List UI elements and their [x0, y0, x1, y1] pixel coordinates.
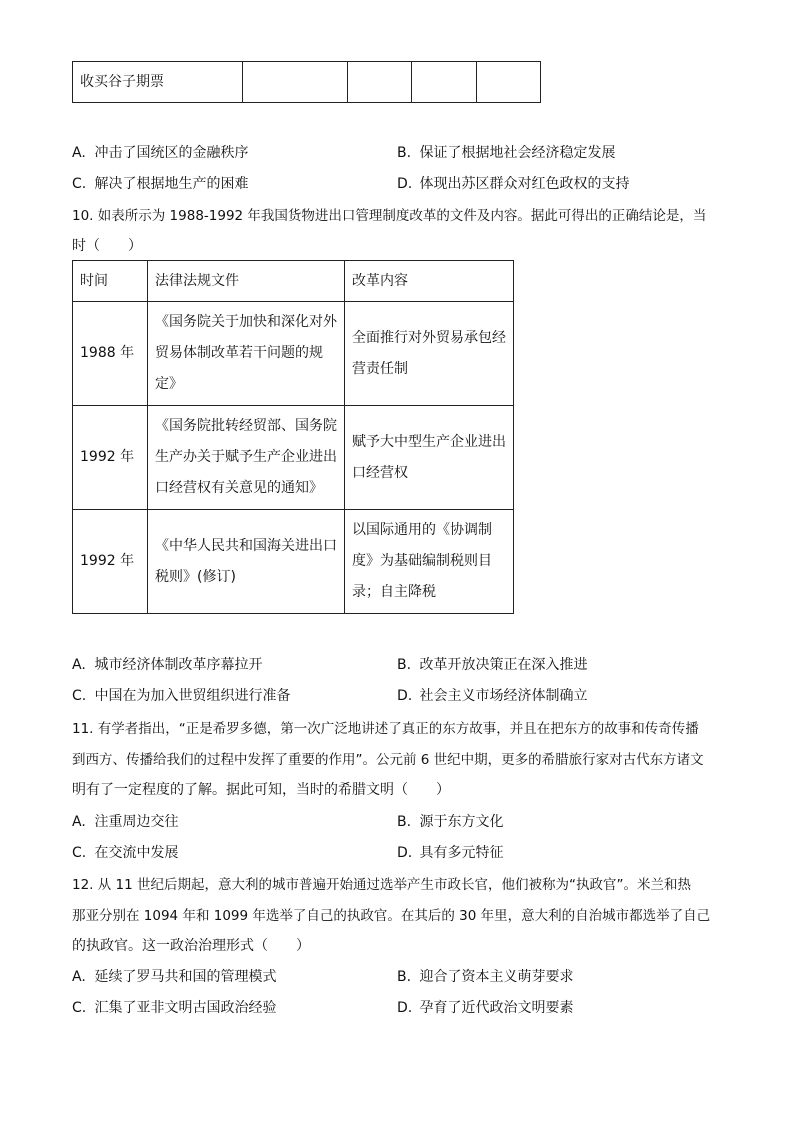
option-c[interactable]: [72, 173, 248, 193]
option-text: 具有多元特征: [419, 845, 504, 861]
option-letter: B.: [397, 145, 412, 161]
table-cell: 收买谷子期票: [73, 62, 243, 103]
option-letter: C.: [72, 688, 87, 704]
option-c[interactable]: [72, 842, 178, 862]
question-11-stem: 11. 有学者指出，“正是希罗多德，第一次广泛地讲述了真正的东方故事，并且在把东方的故事和传奇传播: [72, 721, 699, 737]
option-text: 中国在为加入世贸组织进行准备: [94, 688, 291, 704]
table-cell: [477, 62, 541, 103]
option-text: 迎合了资本主义萌芽要求: [419, 969, 574, 985]
option-text: 保证了根据地社会经济稳定发展: [419, 145, 616, 161]
header-document: 法律法规文件: [148, 261, 345, 302]
table-row: [73, 302, 514, 406]
option-letter: B.: [397, 814, 412, 830]
option-text: 在交流中发展: [94, 845, 179, 861]
cell-document: [148, 302, 345, 406]
cell-line: 税则》(修订): [155, 568, 236, 585]
cell-line: 定》: [155, 376, 183, 392]
option-c[interactable]: [72, 997, 276, 1017]
option-text: 注重周边交往: [94, 814, 179, 830]
header-time: 时间: [73, 261, 148, 302]
question-10-stem-cont: 时（ ）: [72, 238, 142, 254]
option-text: 解决了根据地生产的困难: [94, 176, 249, 192]
cell-line: 录；自主降税: [352, 584, 436, 600]
cell-content: [345, 406, 514, 510]
option-letter: B.: [397, 657, 412, 673]
option-text: 改革开放决策正在深入推进: [419, 657, 588, 673]
option-letter: A.: [72, 657, 86, 673]
option-a[interactable]: [72, 811, 178, 831]
cell-line: 口经营权: [352, 464, 408, 481]
option-letter: D.: [397, 688, 413, 704]
question-12-stem-cont: 那亚分别在 1094 年和 1099 年选举了自己的执政官。在其后的 30 年里，意大利的自治城市都选举了自己: [72, 908, 711, 924]
option-letter: C.: [72, 1000, 87, 1016]
cell-time: 1992 年: [73, 510, 148, 614]
cell-line: 度》为基础编制税则目: [352, 553, 492, 569]
question-10-stem: 10. 如表所示为 1988-1992 年我国货物进出口管理制度改革的文件及内容。据此可得出的正确结论是，当: [72, 208, 707, 224]
cell-line: 全面推行对外贸易承包经: [352, 329, 506, 346]
option-b[interactable]: [397, 966, 573, 986]
cell-line: 营责任制: [352, 360, 408, 377]
option-letter: D.: [397, 176, 413, 192]
cell-line: 《国务院批转经贸部、国务院: [155, 418, 337, 434]
cell-content: [345, 302, 514, 406]
cell-line: 《国务院关于加快和深化对外: [155, 314, 337, 330]
table-cell: [243, 62, 348, 103]
top-table: [72, 61, 541, 103]
cell-line: 赋予大中型生产企业进出: [352, 433, 506, 450]
option-letter: B.: [397, 969, 412, 985]
table-row: [73, 406, 514, 510]
cell-document: [148, 406, 345, 510]
option-d[interactable]: [397, 685, 587, 705]
option-letter: C.: [72, 845, 87, 861]
option-d[interactable]: [397, 997, 573, 1017]
cell-line: 贸易体制改革若干问题的规: [155, 345, 323, 361]
option-a[interactable]: [72, 654, 262, 674]
option-a[interactable]: [72, 966, 276, 986]
option-letter: D.: [397, 1000, 413, 1016]
cell-time: 1988 年: [73, 302, 148, 406]
option-text: 社会主义市场经济体制确立: [419, 688, 588, 704]
option-text: 冲击了国统区的金融秩序: [94, 145, 249, 161]
option-letter: A.: [72, 145, 86, 161]
option-text: 体现出苏区群众对红色政权的支持: [419, 176, 630, 192]
table-row: [73, 510, 514, 614]
question-12-stem: 12. 从 11 世纪后期起，意大利的城市普遍开始通过选举产生市政长官，他们被称为“执政官”。米兰和热: [72, 877, 692, 893]
option-letter: A.: [72, 969, 86, 985]
option-text: 汇集了亚非文明古国政治经验: [94, 1000, 277, 1016]
cell-time: 1992 年: [73, 406, 148, 510]
cell-line: 《中华人民共和国海关进出口: [155, 537, 337, 554]
cell-content: [345, 510, 514, 614]
option-d[interactable]: [397, 173, 629, 193]
option-b[interactable]: [397, 654, 587, 674]
option-text: 源于东方文化: [419, 814, 504, 830]
table-header-row: [73, 261, 514, 302]
option-b[interactable]: [397, 811, 503, 831]
cell-line: 口经营权有关意见的通知》: [155, 480, 323, 496]
cell-line: 生产办关于赋予生产企业进出: [155, 449, 337, 465]
option-d[interactable]: [397, 842, 503, 862]
option-letter: A.: [72, 814, 86, 830]
option-c[interactable]: [72, 685, 290, 705]
option-a[interactable]: [72, 142, 248, 162]
cell-line: 以国际通用的《协调制: [352, 522, 492, 538]
header-content: 改革内容: [345, 261, 514, 302]
table-cell: [412, 62, 477, 103]
cell-document: [148, 510, 345, 614]
table-cell: [348, 62, 412, 103]
option-text: 城市经济体制改革序幕拉开: [94, 657, 263, 673]
option-text: 孕育了近代政治文明要素: [419, 1000, 574, 1016]
reform-table: [72, 260, 514, 614]
question-11-stem-cont: 到西方、传播给我们的过程中发挥了重要的作用”。公元前 6 世纪中期，更多的希腊旅行家对古代东方诸文: [72, 752, 704, 768]
option-letter: C.: [72, 176, 87, 192]
question-11-stem-cont: 明有了一定程度的了解。据此可知，当时的希腊文明（ ）: [72, 782, 450, 798]
option-b[interactable]: [397, 142, 615, 162]
option-text: 延续了罗马共和国的管理模式: [94, 969, 277, 985]
question-12-stem-cont: 的执政官。这一政治治理形式（ ）: [72, 938, 310, 954]
table-row: [73, 62, 541, 103]
option-letter: D.: [397, 845, 413, 861]
